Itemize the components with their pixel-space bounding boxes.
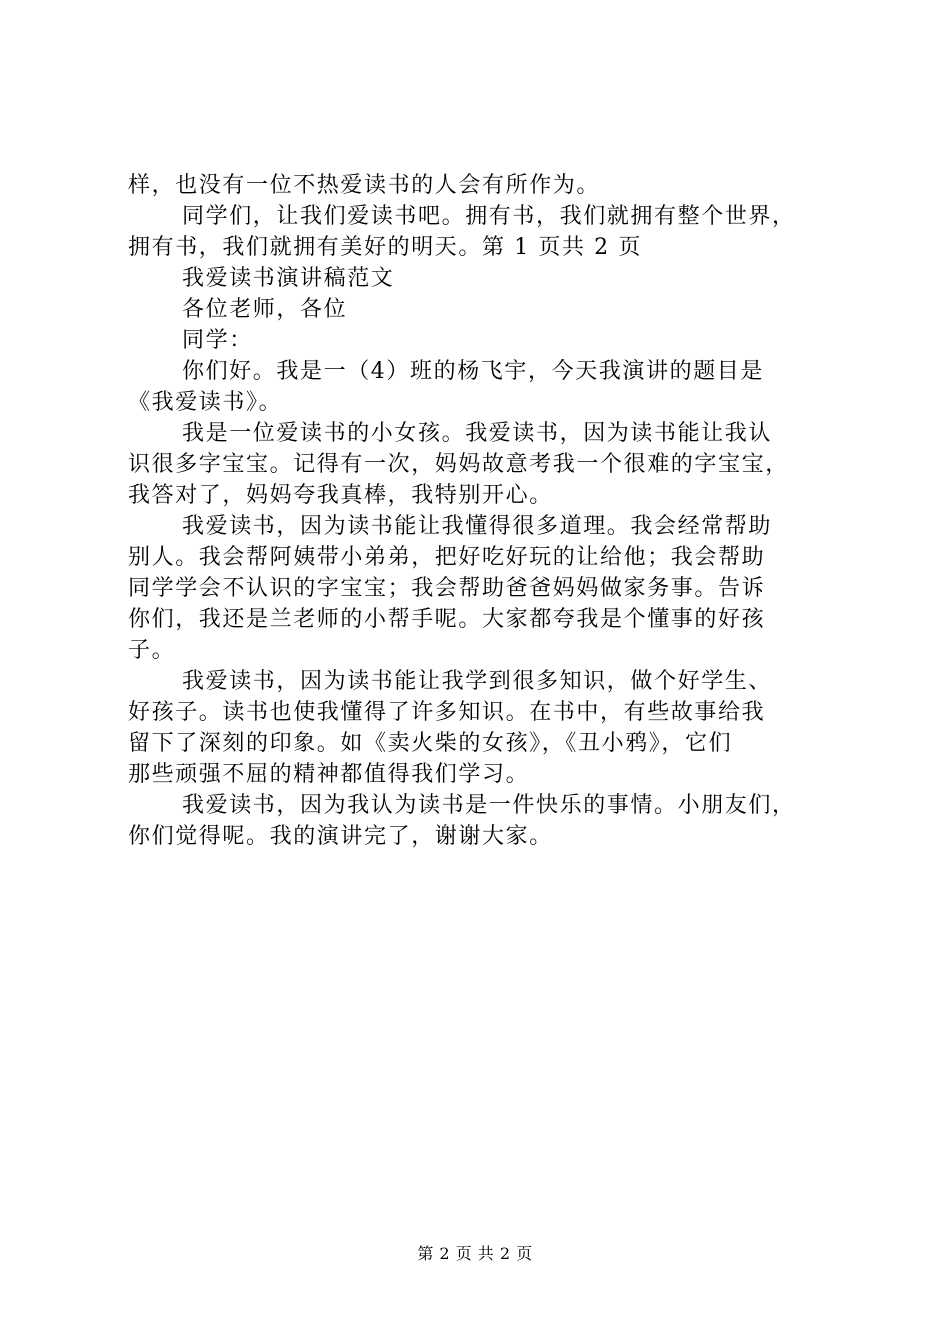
section-title: 我爱读书演讲稿范文 bbox=[182, 266, 395, 291]
text-line-19: 留下了深刻的印象。如《卖火柴的女孩》，《丑小鸦》，它们 bbox=[128, 731, 733, 756]
text-line-17: 我爱读书，因为读书能让我学到很多知识，做个好学生、 bbox=[182, 669, 773, 694]
text-line-21: 我爱读书，因为我认为读书是一件快乐的事情。小朋友们， bbox=[182, 793, 796, 818]
text-line-3: 拥有书，我们就拥有美好的明天。第 1 页共 2 页 bbox=[128, 235, 642, 260]
document-body bbox=[128, 170, 848, 852]
text-line-11: 我答对了，妈妈夸我真棒，我特别开心。 bbox=[128, 483, 553, 508]
text-line-14: 同学学会不认识的字宝宝；我会帮助爸爸妈妈做家务事。告诉 bbox=[128, 576, 766, 601]
text-line-15: 你们，我还是兰老师的小帮手呢。大家都夸我是个懂事的好孩 bbox=[128, 607, 766, 632]
salutation-line-2: 同学： bbox=[182, 328, 253, 353]
page-footer: 第 2 页 共 2 页 bbox=[417, 1244, 533, 1263]
text-line-16: 子。 bbox=[128, 638, 176, 663]
text-line-22: 你们觉得呢。我的演讲完了，谢谢大家。 bbox=[128, 824, 553, 849]
text-line-13: 别人。我会帮阿姨带小弟弟，把好吃好玩的让给他；我会帮助 bbox=[128, 545, 766, 570]
text-line-7: 你们好。我是一（4）班的杨飞宇，今天我演讲的题目是 bbox=[182, 359, 764, 384]
text-line-20: 那些顽强不屈的精神都值得我们学习。 bbox=[128, 762, 530, 787]
text-line-1: 样，也没有一位不热爱读书的人会有所作为。 bbox=[128, 173, 601, 198]
salutation-line-1: 各位老师，各位 bbox=[182, 297, 348, 322]
text-line-8: 《我爱读书》。 bbox=[128, 390, 283, 415]
text-line-2: 同学们，让我们爱读书吧。拥有书，我们就拥有整个世界， bbox=[182, 204, 796, 229]
text-line-12: 我爱读书，因为读书能让我懂得很多道理。我会经常帮助 bbox=[182, 514, 773, 539]
text-line-9: 我是一位爱读书的小女孩。我爱读书，因为读书能让我认 bbox=[182, 421, 773, 446]
text-line-18: 好孩子。读书也使我懂得了许多知识。在书中，有些故事给我 bbox=[128, 700, 766, 725]
text-line-10: 识很多字宝宝。记得有一次，妈妈故意考我一个很难的字宝宝， bbox=[128, 452, 789, 477]
